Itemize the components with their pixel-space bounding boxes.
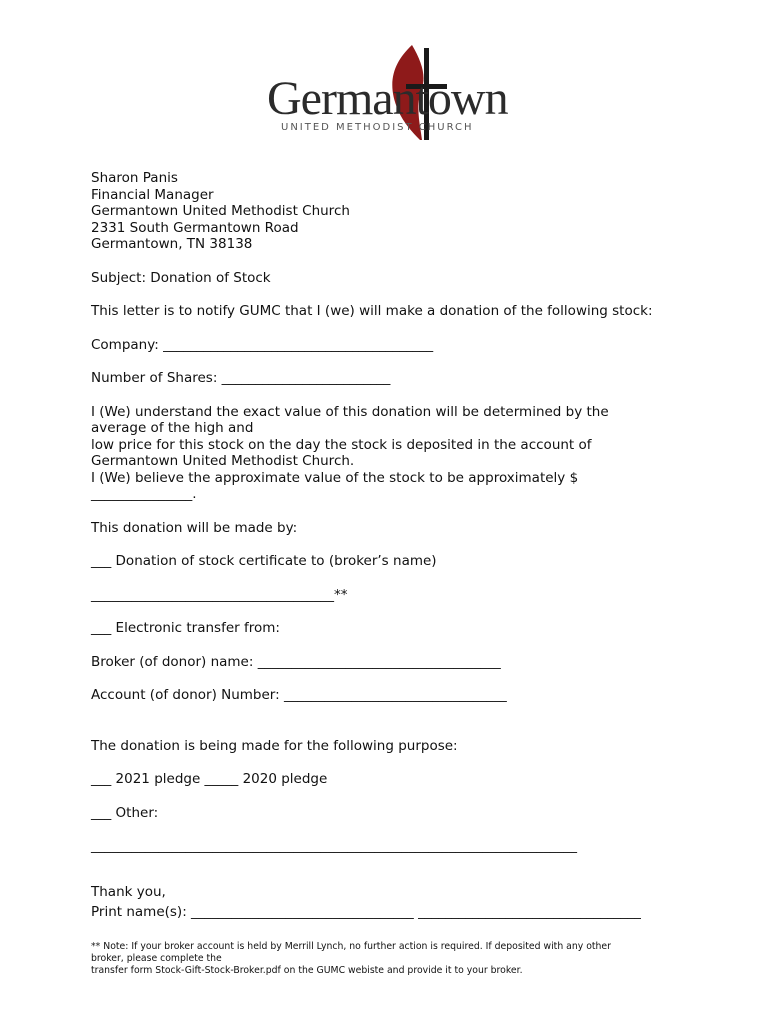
- account-number-field: Account (of donor) Number: _________________________________: [91, 687, 507, 703]
- value-text-line: low price for this stock on the day the stock is deposited in the account of: [91, 436, 592, 453]
- logo-wordmark: Germantown: [267, 72, 508, 125]
- broker-name-line: ____________________________________**: [91, 586, 348, 603]
- shares-field: Number of Shares: _________________________: [91, 370, 391, 386]
- other-line: ________________________________________________________________________: [91, 838, 577, 854]
- option-certificate: ___ Donation of stock certificate to (broker’s name): [91, 553, 437, 569]
- recipient-street: 2331 South Germantown Road: [91, 219, 299, 236]
- value-text-line: Germantown United Methodist Church.: [91, 453, 355, 469]
- footnote: [91, 941, 691, 977]
- purpose-heading: The donation is being made for the following purpose:: [91, 737, 458, 754]
- logo-subtitle: UNITED METHODIST CHURCH: [281, 122, 474, 133]
- value-text-line: average of the high and: [91, 420, 254, 436]
- recipient-title: Financial Manager: [91, 186, 214, 203]
- value-amount-field: _______________.: [91, 486, 197, 502]
- note-line: transfer form Stock-Gift-Stock-Broker.pdf on the GUMC webiste and provide it to your broker.: [91, 965, 523, 976]
- intro-text: This letter is to notify GUMC that I (we) will make a donation of the following stock:: [91, 303, 653, 319]
- letter-body: [91, 170, 691, 921]
- option-electronic: ___ Electronic transfer from:: [91, 620, 280, 636]
- closing-text: Thank you,: [91, 883, 166, 900]
- church-logo: [262, 40, 512, 140]
- value-text-line: I (We) believe the approximate value of the stock to be approximately $: [91, 469, 579, 486]
- made-by-heading: This donation will be made by:: [91, 519, 298, 536]
- note-line: ** Note: If your broker account is held by Merrill Lynch, no further action is required. If deposited with any other: [91, 941, 611, 952]
- note-line: broker, please complete the: [91, 953, 222, 964]
- company-field: Company: ________________________________________: [91, 336, 434, 353]
- other-option: ___ Other:: [91, 804, 159, 821]
- broker-name-field: Broker (of donor) name: ____________________________________: [91, 653, 501, 670]
- value-text-line: I (We) understand the exact value of this donation will be determined by the: [91, 403, 609, 420]
- recipient-org: Germantown United Methodist Church: [91, 203, 350, 219]
- recipient-city: Germantown, TN 38138: [91, 236, 253, 252]
- recipient-name: Sharon Panis: [91, 170, 178, 186]
- subject-line: Subject: Donation of Stock: [91, 269, 271, 286]
- pledge-options: ___ 2021 pledge _____ 2020 pledge: [91, 771, 328, 787]
- print-names-field: Print name(s): _________________________________ _________________________________: [91, 904, 641, 920]
